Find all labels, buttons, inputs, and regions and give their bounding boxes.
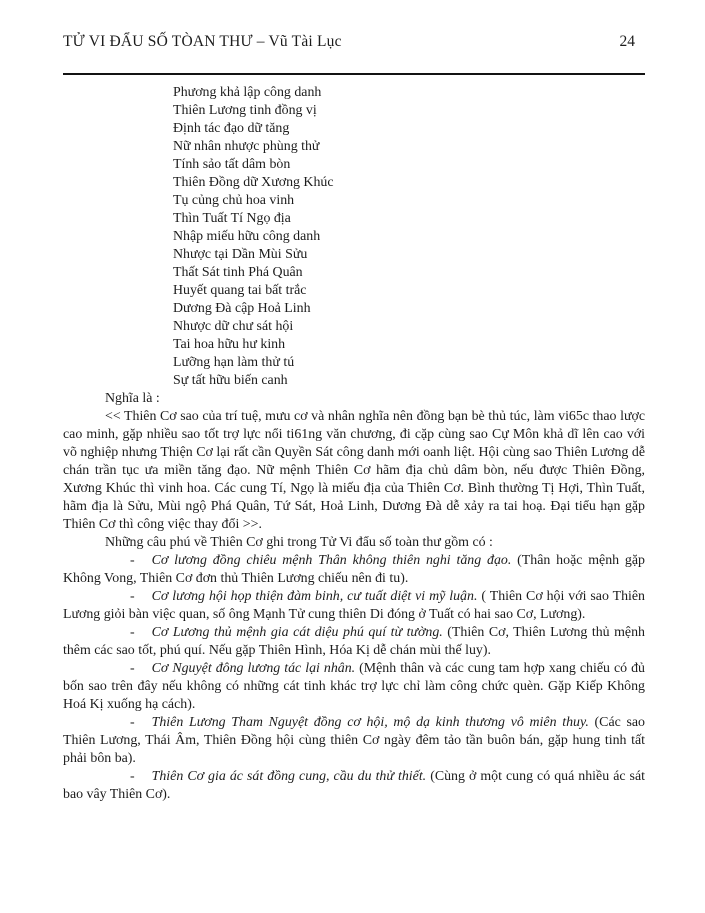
verse-line: Tai hoa hữu hư kinh (173, 337, 286, 352)
header-title: TỬ VI ĐẨU SỐ TÒAN THƯ – Vũ Tài Lục (63, 33, 342, 50)
phu-item (63, 714, 645, 768)
verse-line: Thiên Đồng dữ Xương Khúc (173, 175, 334, 190)
phu-explanation: (Các sao Thiên Lương, Thái Âm, Thiên Đồng hội cùng thiên Cơ ngày đêm tảo tần buôn bán, gặp hung tinh tất phải bôn ba). (63, 715, 645, 766)
phu-dash: - (130, 661, 135, 676)
verse-line: Sự tất hữu biến canh (173, 373, 288, 388)
phu-dash: - (130, 769, 135, 784)
phu-dash: - (130, 715, 135, 730)
verse-line: Định tác đạo dữ tăng (173, 121, 290, 136)
verse-line: Huyết quang tai bất trắc (173, 283, 307, 298)
verse-line: Nữ nhân nhược phùng thử (173, 139, 320, 154)
phu-phrase: Cơ Lương thủ mệnh gia cát diệu phú quí từ tường. (151, 625, 443, 640)
phu-item (63, 660, 645, 714)
verse-line: Dương Đà cập Hoả Linh (173, 301, 311, 316)
verse-block (173, 84, 645, 390)
phu-dash: - (130, 553, 135, 568)
phu-explanation: (Cùng ở một cung có quá nhiều ác sát bao vây Thiên Cơ). (63, 769, 645, 802)
verse-line: Lưỡng hạn làm thử tú (173, 355, 295, 370)
verse-line: Tính sảo tất dâm bòn (173, 157, 291, 172)
phu-phrase: Thiên Cơ gia ác sát đồng cung, cầu du thử thiết. (151, 769, 427, 784)
verse-line: Nhập miếu hữu công danh (173, 229, 321, 244)
page-header (63, 33, 645, 51)
verse-line: Thiên Lương tinh đồng vị (173, 103, 317, 118)
page-number: 24 (619, 33, 635, 50)
phu-explanation: (Thân hoặc mệnh gặp Không Vong, Thiên Cơ đơn thủ Thiên Lương chiếu nên đi tu). (63, 553, 645, 586)
verse-line: Nhược tại Dần Mùi Sửu (173, 247, 308, 262)
phu-dash: - (130, 589, 135, 604)
verse-line: Nhược dữ chư sát hội (173, 319, 294, 334)
phu-phrase: Cơ lương đồng chiêu mệnh Thân không thiên nghi tăng đạo. (151, 553, 512, 568)
verse-line: Thất Sát tinh Phá Quân (173, 265, 303, 280)
header-divider (63, 73, 645, 75)
phu-intro: Những câu phú về Thiên Cơ ghi trong Tử Vi đẩu số toàn thư gồm có : (105, 535, 493, 550)
phu-explanation: (Mệnh thân và các cung tam hợp xang chiếu có đủ bốn sao trên đây nếu không có những cát tinh khác trợ lực chỉ làm công chức quèn. Gặp Kiếp Không Hoá Kị xuống hạ cách). (63, 661, 645, 712)
phu-phrase: Thiên Lương Tham Nguyệt đồng cơ hội, mộ dạ kinh thương vô miên thuy. (151, 715, 589, 730)
phu-phrase: Cơ lương hội họp thiện đàm binh, cư tuất diệt vi mỹ luận. (151, 589, 478, 604)
page-content (63, 84, 645, 804)
phu-explanation: ( Thiên Cơ hội với sao Thiên Lương giỏi bàn việc quan, số ông Mạnh Tử cung thiên Di đóng ở Tuất có hai sao Cơ, Lương). (63, 589, 646, 622)
phu-phrase: Cơ Nguyệt đông lương tác lại nhân. (151, 661, 356, 676)
phu-item (63, 624, 645, 660)
meaning-label: Nghĩa là : (105, 391, 160, 406)
phu-dash: - (130, 625, 135, 640)
verse-line: Phương khả lập công danh (173, 85, 322, 100)
meaning-paragraph: << Thiên Cơ sao của trí tuệ, mưu cơ và nhân nghĩa nên đồng bạn bè thủ túc, làm vi65c thao lược cao minh, gặp nhiều sao tốt trợ lực nổi ti61ng văn chương, đi cặp cùng sao Cự Môn khả dĩ lên cao với võ nghiệp nhưng Thiện Cơ lại rất cần Quyền Sát công danh mới oanh liệt. Hội cùng sao Thiên Lương dễ chán trần tục ưa miền tăng đạo. Nữ mệnh Thiên Cơ hãm địa chủ dâm bòn, nếu được Thiên Đồng, Xương Khúc thì vinh hoa. Các cung Tí, Ngọ là miếu địa của Thiên Cơ. Bình thường Tị Hợi, Thìn Tuất, hãm địa là Sửu, Mùi ngộ Phá Quân, Tứ Sát, Hoả Linh, Dương Đà dễ xảy ra tai hoạ. Đại tiểu hạn gặp Thiên Cơ thì công việc thay đổi >>. (63, 409, 645, 532)
phu-item (63, 552, 645, 588)
verse-line: Tụ củng chủ hoa vinh (173, 193, 295, 208)
phu-explanation: (Thiên Cơ, Thiên Lương thủ mệnh thêm các sao tốt, phú quí. Nếu gặp Thiên Hình, Hóa Kị dễ chán mùi thế luy). (63, 625, 645, 658)
verse-line: Thìn Tuất Tí Ngọ địa (173, 211, 291, 226)
phu-item (63, 768, 645, 804)
phu-item (63, 588, 645, 624)
